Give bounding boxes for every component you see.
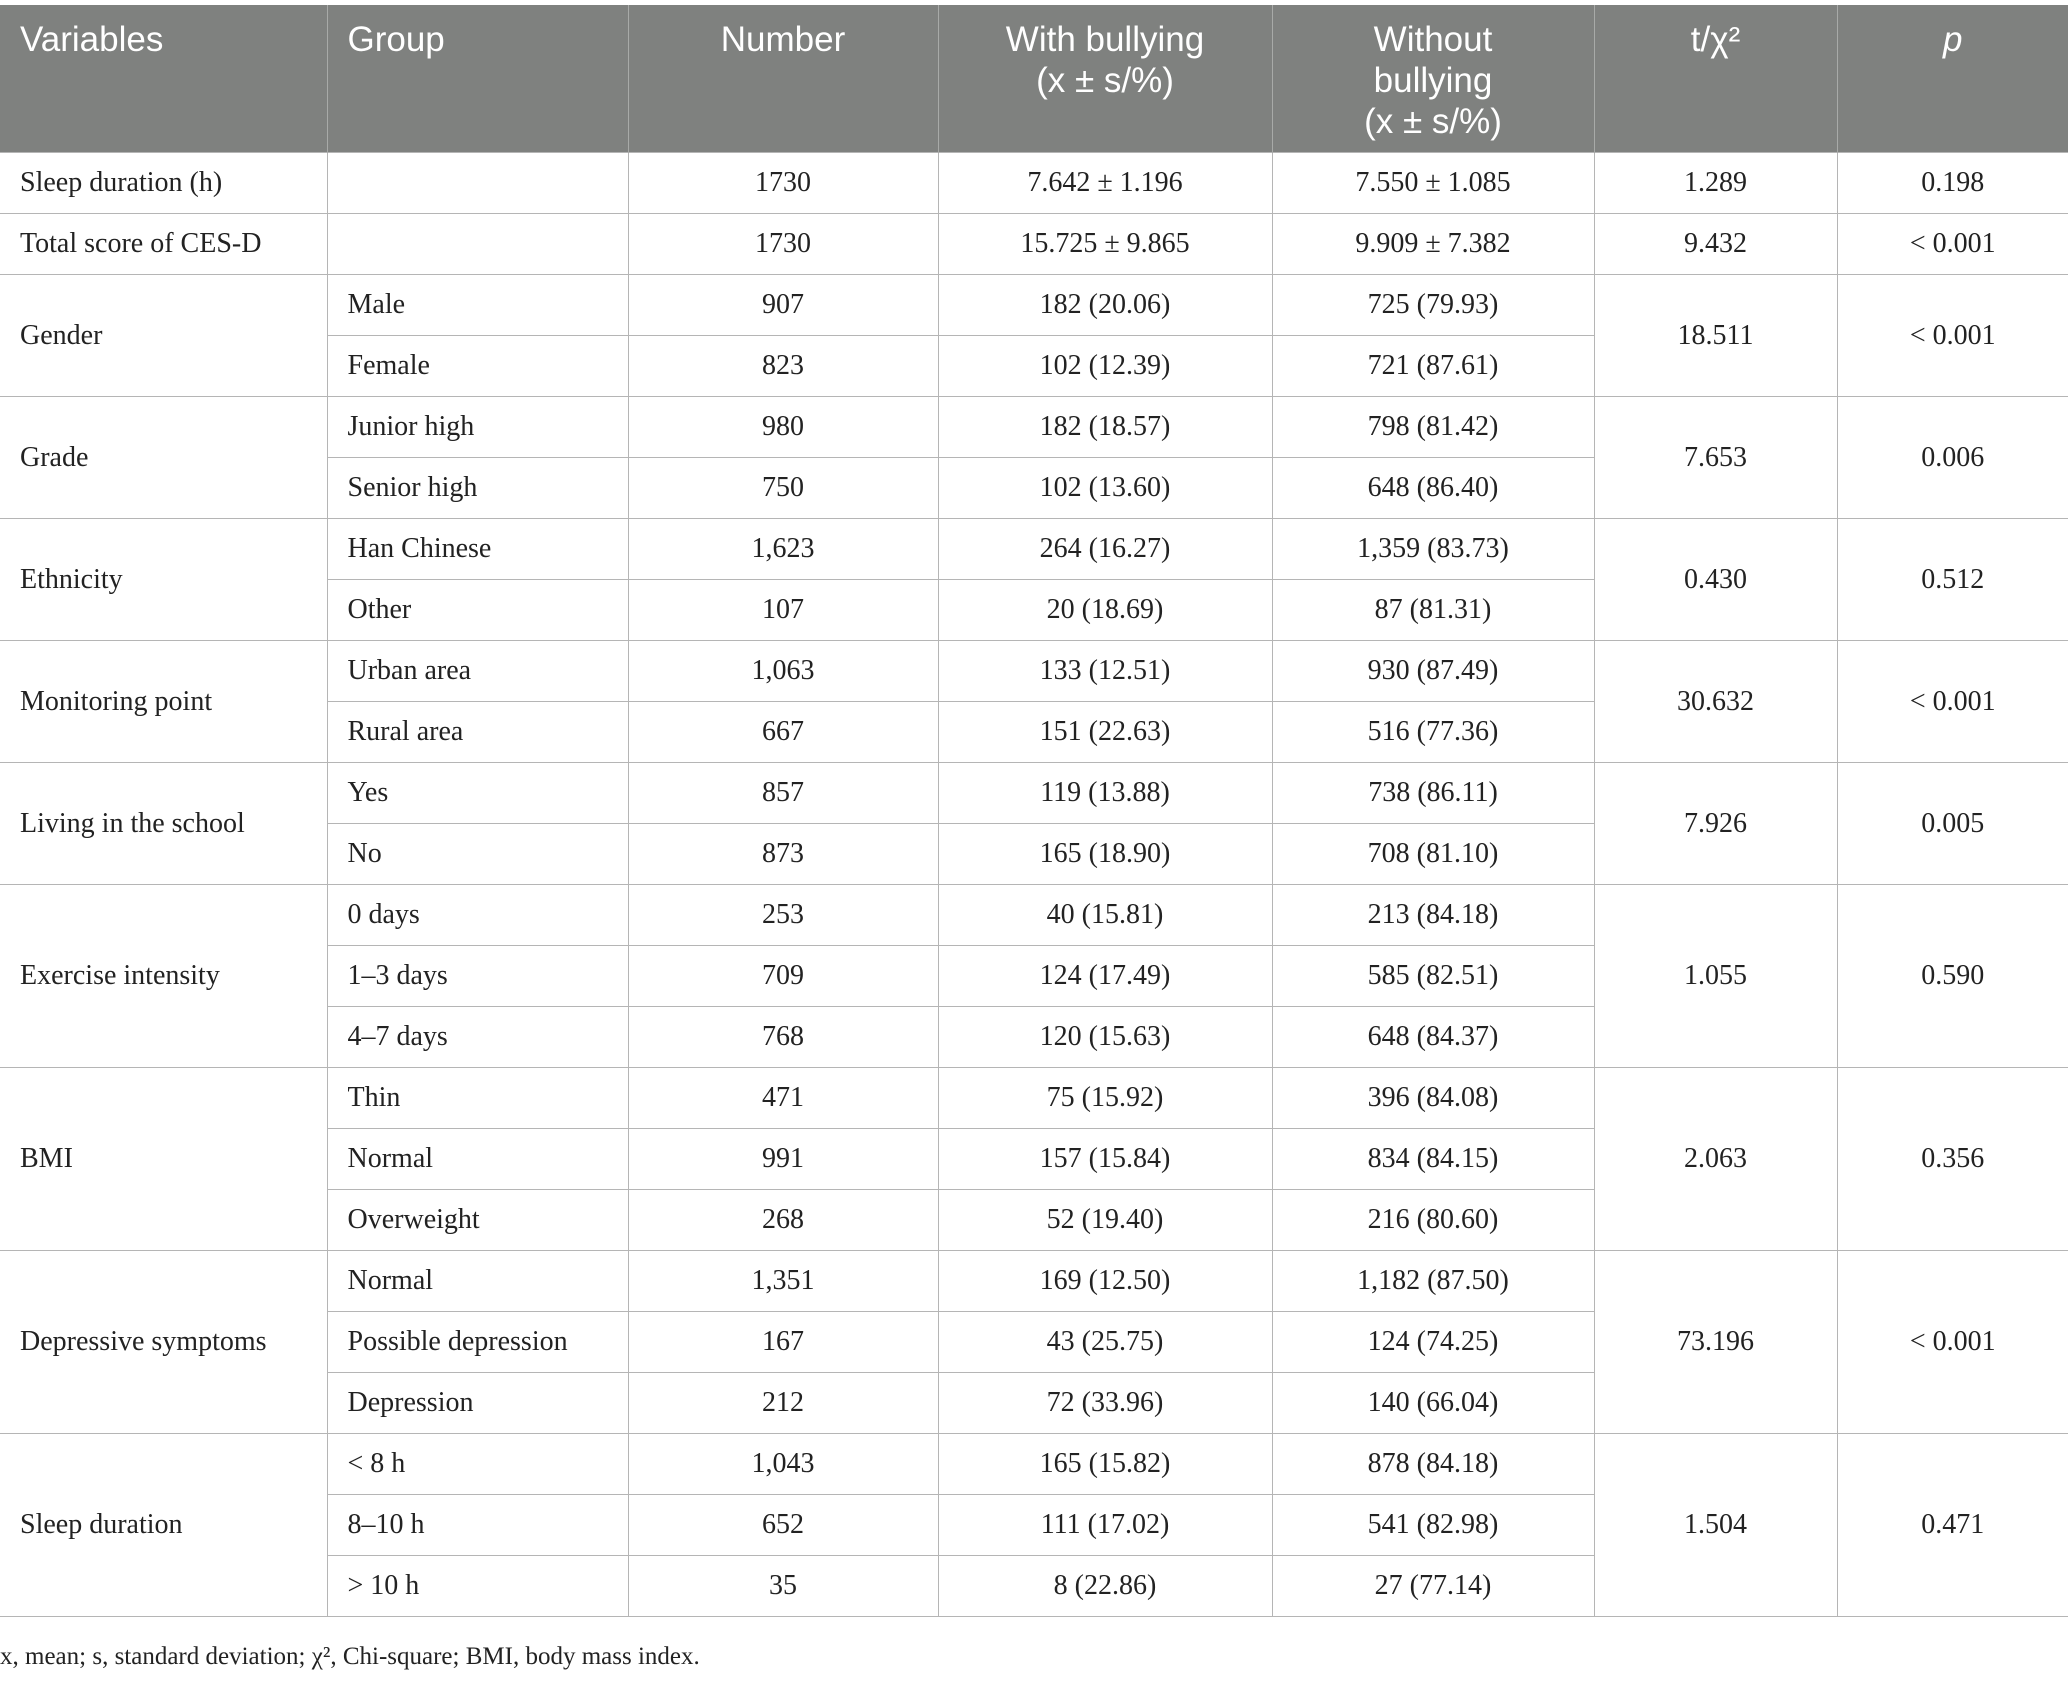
cell-group: Rural area [327,702,628,763]
cell-variable: Exercise intensity [0,885,327,1068]
header-with-bullying-line2: (x ± s/%) [1036,61,1174,100]
cell-with-bullying: 15.725 ± 9.865 [938,214,1272,275]
cell-number: 35 [628,1556,938,1617]
cell-group: Junior high [327,397,628,458]
cell-number: 709 [628,946,938,1007]
cell-with-bullying: 72 (33.96) [938,1373,1272,1434]
cell-group: Normal [327,1251,628,1312]
cell-p-value: 0.356 [1837,1068,2068,1251]
cell-with-bullying: 165 (18.90) [938,824,1272,885]
cell-number: 980 [628,397,938,458]
cell-variable: Grade [0,397,327,519]
cell-p-value: 0.006 [1837,397,2068,519]
cell-with-bullying: 75 (15.92) [938,1068,1272,1129]
cell-number: 471 [628,1068,938,1129]
header-with-bullying-line1: With bullying [1005,20,1205,59]
header-without-bullying [1272,5,1594,153]
cell-with-bullying: 165 (15.82) [938,1434,1272,1495]
cell-statistic: 18.511 [1594,275,1837,397]
cell-with-bullying: 151 (22.63) [938,702,1272,763]
cell-statistic: 0.430 [1594,519,1837,641]
cell-number: 873 [628,824,938,885]
cell-p-value: 0.590 [1837,885,2068,1068]
cell-number: 212 [628,1373,938,1434]
table-row [0,153,2068,214]
table-row [0,519,2068,580]
cell-with-bullying: 264 (16.27) [938,519,1272,580]
table-body [0,153,2068,1617]
cell-group: Other [327,580,628,641]
cell-number: 1,063 [628,641,938,702]
cell-statistic: 73.196 [1594,1251,1837,1434]
cell-number: 857 [628,763,938,824]
cell-group: Normal [327,1129,628,1190]
cell-with-bullying: 40 (15.81) [938,885,1272,946]
cell-statistic: 7.653 [1594,397,1837,519]
cell-without-bullying: 738 (86.11) [1272,763,1594,824]
cell-number: 1730 [628,153,938,214]
cell-without-bullying: 878 (84.18) [1272,1434,1594,1495]
cell-statistic: 1.055 [1594,885,1837,1068]
cell-with-bullying: 120 (15.63) [938,1007,1272,1068]
cell-with-bullying: 102 (12.39) [938,336,1272,397]
cell-group [327,214,628,275]
cell-without-bullying: 721 (87.61) [1272,336,1594,397]
cell-number: 1,043 [628,1434,938,1495]
cell-statistic: 7.926 [1594,763,1837,885]
cell-without-bullying: 648 (84.37) [1272,1007,1594,1068]
cell-group: 8–10 h [327,1495,628,1556]
cell-number: 253 [628,885,938,946]
cell-without-bullying: 708 (81.10) [1272,824,1594,885]
cell-without-bullying: 27 (77.14) [1272,1556,1594,1617]
header-group: Group [327,5,628,153]
cell-group: 1–3 days [327,946,628,1007]
cell-without-bullying: 648 (86.40) [1272,458,1594,519]
cell-group: Yes [327,763,628,824]
table-row [0,763,2068,824]
cell-variable: Total score of CES-D [0,214,327,275]
cell-group: 0 days [327,885,628,946]
cell-with-bullying: 43 (25.75) [938,1312,1272,1373]
cell-without-bullying: 798 (81.42) [1272,397,1594,458]
cell-statistic: 1.289 [1594,153,1837,214]
cell-without-bullying: 930 (87.49) [1272,641,1594,702]
cell-number: 991 [628,1129,938,1190]
cell-without-bullying: 541 (82.98) [1272,1495,1594,1556]
cell-with-bullying: 182 (18.57) [938,397,1272,458]
cell-number: 667 [628,702,938,763]
cell-statistic: 2.063 [1594,1068,1837,1251]
cell-group: > 10 h [327,1556,628,1617]
cell-without-bullying: 585 (82.51) [1272,946,1594,1007]
header-p-value: p [1837,5,2068,153]
cell-number: 907 [628,275,938,336]
cell-variable: Monitoring point [0,641,327,763]
header-number: Number [628,5,938,153]
cell-variable: Gender [0,275,327,397]
cell-number: 1,351 [628,1251,938,1312]
cell-group: Han Chinese [327,519,628,580]
cell-group: Senior high [327,458,628,519]
header-row [0,5,2068,153]
cell-without-bullying: 9.909 ± 7.382 [1272,214,1594,275]
cell-variable: Sleep duration [0,1434,327,1617]
cell-number: 1,623 [628,519,938,580]
data-table [0,5,2068,1617]
cell-with-bullying: 119 (13.88) [938,763,1272,824]
table-row [0,275,2068,336]
header-statistic: t/χ² [1594,5,1837,153]
cell-with-bullying: 111 (17.02) [938,1495,1272,1556]
cell-number: 268 [628,1190,938,1251]
cell-without-bullying: 140 (66.04) [1272,1373,1594,1434]
cell-with-bullying: 102 (13.60) [938,458,1272,519]
cell-group: Thin [327,1068,628,1129]
cell-variable: Sleep duration (h) [0,153,327,214]
cell-statistic: 30.632 [1594,641,1837,763]
cell-with-bullying: 52 (19.40) [938,1190,1272,1251]
cell-with-bullying: 157 (15.84) [938,1129,1272,1190]
cell-with-bullying: 169 (12.50) [938,1251,1272,1312]
cell-group: < 8 h [327,1434,628,1495]
cell-p-value: 0.198 [1837,153,2068,214]
cell-p-value: < 0.001 [1837,641,2068,763]
header-without-bullying-line1: Without [1373,20,1493,59]
table-row [0,1068,2068,1129]
cell-with-bullying: 20 (18.69) [938,580,1272,641]
cell-number: 167 [628,1312,938,1373]
table-row [0,214,2068,275]
cell-without-bullying: 213 (84.18) [1272,885,1594,946]
table-row [0,1434,2068,1495]
table-row [0,641,2068,702]
cell-group: Female [327,336,628,397]
header-with-bullying [938,5,1272,153]
cell-group: Overweight [327,1190,628,1251]
cell-p-value: < 0.001 [1837,275,2068,397]
cell-with-bullying: 182 (20.06) [938,275,1272,336]
cell-number: 823 [628,336,938,397]
cell-with-bullying: 133 (12.51) [938,641,1272,702]
cell-number: 1730 [628,214,938,275]
cell-without-bullying: 1,182 (87.50) [1272,1251,1594,1312]
cell-without-bullying: 87 (81.31) [1272,580,1594,641]
header-without-bullying-line2: bullying [1373,61,1493,100]
cell-without-bullying: 216 (80.60) [1272,1190,1594,1251]
cell-statistic: 1.504 [1594,1434,1837,1617]
cell-variable: Depressive symptoms [0,1251,327,1434]
cell-number: 768 [628,1007,938,1068]
cell-without-bullying: 396 (84.08) [1272,1068,1594,1129]
cell-group: 4–7 days [327,1007,628,1068]
cell-variable: BMI [0,1068,327,1251]
cell-without-bullying: 516 (77.36) [1272,702,1594,763]
cell-group: Urban area [327,641,628,702]
cell-with-bullying: 8 (22.86) [938,1556,1272,1617]
cell-number: 750 [628,458,938,519]
cell-group [327,153,628,214]
header-without-bullying-line3: (x ± s/%) [1364,102,1502,141]
cell-statistic: 9.432 [1594,214,1837,275]
cell-group: No [327,824,628,885]
table-footnote: x, mean; s, standard deviation; χ², Chi-square; BMI, body mass index. [0,1643,700,1670]
cell-without-bullying: 7.550 ± 1.085 [1272,153,1594,214]
cell-group: Male [327,275,628,336]
cell-with-bullying: 124 (17.49) [938,946,1272,1007]
cell-variable: Ethnicity [0,519,327,641]
cell-p-value: < 0.001 [1837,1251,2068,1434]
table-row [0,885,2068,946]
cell-without-bullying: 725 (79.93) [1272,275,1594,336]
table-row [0,1251,2068,1312]
header-variables: Variables [0,5,327,153]
cell-p-value: 0.512 [1837,519,2068,641]
cell-p-value: 0.005 [1837,763,2068,885]
cell-group: Possible depression [327,1312,628,1373]
cell-variable: Living in the school [0,763,327,885]
cell-p-value: 0.471 [1837,1434,2068,1617]
table-row [0,397,2068,458]
cell-p-value: < 0.001 [1837,214,2068,275]
cell-without-bullying: 1,359 (83.73) [1272,519,1594,580]
cell-without-bullying: 124 (74.25) [1272,1312,1594,1373]
cell-with-bullying: 7.642 ± 1.196 [938,153,1272,214]
cell-group: Depression [327,1373,628,1434]
cell-number: 652 [628,1495,938,1556]
cell-number: 107 [628,580,938,641]
cell-without-bullying: 834 (84.15) [1272,1129,1594,1190]
